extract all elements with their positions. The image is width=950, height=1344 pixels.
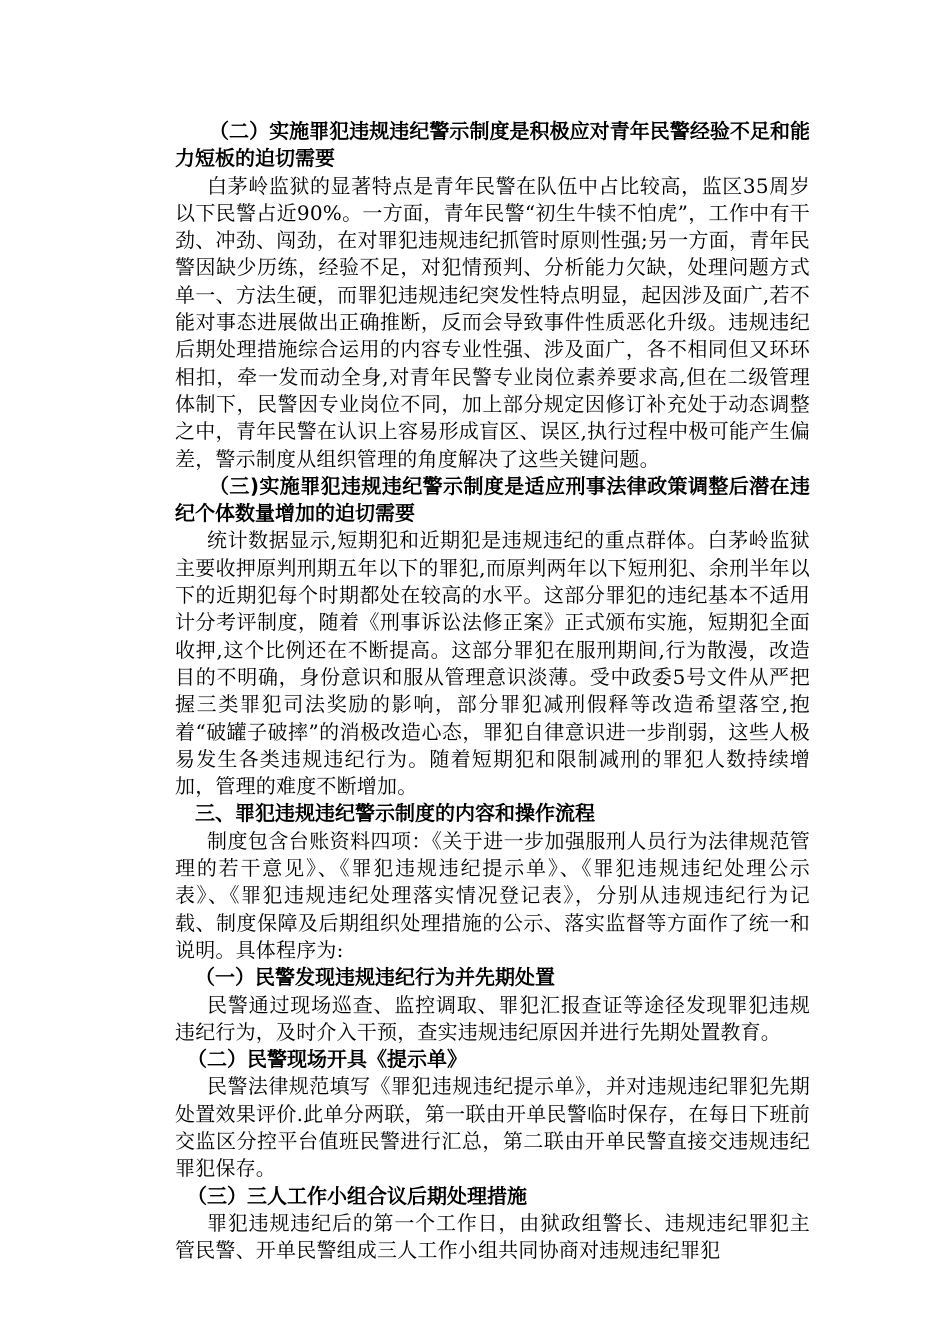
subsection-heading-3-1: （一）民警发现违规违纪行为并先期处置 xyxy=(195,965,555,990)
paragraph: 白茅岭监狱的显著特点是青年民警在队伍中占比较高，监区35周岁以下民警占近90%。一方面，青年民警“初生牛犊不怕虎”，工作中有干劲、冲劲、闯劲，在对罪犯违规违纪抓管时原则性强;另一方面，青年民警因缺少历练，经验不足，对犯情预判、分析能力欠缺，处理问题方式单一、方法生硬，而罪犯违规违纪突发性特点明显，起因涉及面广,若不能对事态进展做出正确推断，反而会导致事件性质恶化升级。违规违纪后期处理措施综合运用的内容专业性强、涉及面广，各不相同但又环环相扣，牵一发而动全身,对青年民警专业岗位素养要求高,但在二级管理体制下，民警因专业岗位不同，加上部分规定因修订补充处于动态调整之中，青年民警在认识上容易形成盲区、误区,执行过程中极可能产生偏差，警示制度从组织管理的角度解决了这些关键问题。 xyxy=(175,173,810,471)
subsection-heading-3-2: （二）民警现场开具《提示单》 xyxy=(187,1047,467,1072)
section-heading-2-3: （三)实施罪犯违规违纪警示制度是适应刑事法律政策调整后潜在违纪个体数量增加的迫切需要 xyxy=(175,473,810,526)
section-heading-3: 三、罪犯违规违纪警示制度的内容和操作流程 xyxy=(195,801,595,826)
paragraph: 罪犯违规违纪后的第一个工作日，由狱政组警长、违规违纪罪犯主管民警、开单民警组成三人工作小组共同协商对违规违纪罪犯 xyxy=(175,1210,810,1263)
paragraph: 民警通过现场巡查、监控调取、罪犯汇报查证等途径发现罪犯违规违纪行为，及时介入干预，查实违规违纪原因并进行先期处置教育。 xyxy=(175,992,810,1044)
document-body xyxy=(175,118,810,1264)
subsection-heading-3-3: （三）三人工作小组合议后期处理措施 xyxy=(187,1183,527,1208)
paragraph: 民警法律规范填写《罪犯违规违纪提示单》，并对违规违纪罪犯先期处置效果评价.此单分两联，第一联由开单民警临时保存，在每日下班前交监区分控平台值班民警进行汇总，第二联由开单民警直接交违规违纪罪犯保存。 xyxy=(175,1074,810,1181)
section-heading-2-2: （二）实施罪犯违规违纪警示制度是积极应对青年民警经验不足和能力短板的迫切需要 xyxy=(175,119,810,171)
paragraph: 统计数据显示,短期犯和近期犯是违规违纪的重点群体。白茅岭监狱主要收押原判刑期五年以下的罪犯,而原判两年以下短刑犯、余刑半年以下的近期犯每个时期都处在较高的水平。这部分罪犯的违纪基本不适用计分考评制度，随着《刑事诉讼法修正案》正式颁布实施，短期犯全面收押,这个比例还在不断提高。这部分罪犯在服刑期间,行为散漫，改造目的不明确，身份意识和服从管理意识淡薄。受中政委5号文件从严把握三类罪犯司法奖励的影响，部分罪犯减刑假释等改造希望落空,抱着“破罐子破摔”的消极改造心态，罪犯自律意识进一步削弱，这些人极易发生各类违规违纪行为。随着短期犯和限制减刑的罪犯人数持续增加，管理的难度不断增加。 xyxy=(175,528,810,799)
paragraph: 制度包含台账资料四项：《关于进一步加强服刑人员行为法律规范管理的若干意见》、《罪犯违规违纪提示单》、《罪犯违规违纪处理公示表》、《罪犯违规违纪处理落实情况登记表》，分别从违规违纪行为记载、制度保障及后期组织处理措施的公示、落实监督等方面作了统一和说明。具体程序为: xyxy=(175,828,810,962)
